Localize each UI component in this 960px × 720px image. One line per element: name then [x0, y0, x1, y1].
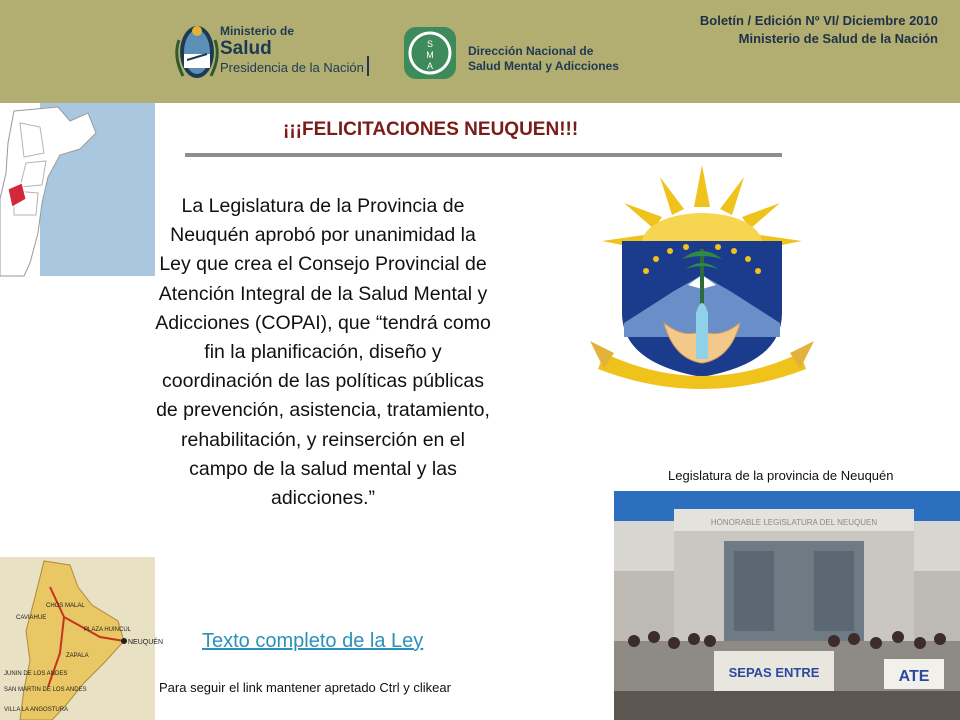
logo-ministerio-line3: Presidencia de la Nación: [220, 60, 364, 75]
argentina-map: [0, 103, 155, 276]
map-label-junin: JUNIN DE LOS ANDES: [4, 671, 68, 677]
neuquen-province-map: [0, 557, 164, 720]
map-label-zapala: ZAPALA: [66, 653, 89, 659]
salud-mental-logo-icon: [404, 27, 456, 79]
svg-text:M: M: [426, 50, 434, 60]
map-label-neuquen: NEUQUÉN: [128, 639, 164, 646]
svg-text:S: S: [426, 39, 434, 49]
neuquen-coat-of-arms-icon: [584, 163, 820, 395]
page-title: ¡¡¡FELICITACIONES NEUQUEN!!!: [283, 119, 579, 140]
logo-direccion-line2: Salud Mental y Adicciones: [468, 59, 619, 73]
boletin-ministry: Ministerio de Salud de la Nación: [738, 31, 938, 46]
photo-caption: Legislatura de la provincia de Neuquén: [668, 468, 894, 483]
logo-divider: [367, 56, 369, 76]
protest-banner-text: SEPAS ENTRE: [728, 665, 820, 680]
map-label-caviahue: CAVIAHUE: [16, 615, 47, 621]
boletin-info: [700, 12, 938, 48]
building-sign-text: HONORABLE LEGISLATURA DEL NEUQUEN: [710, 518, 878, 527]
svg-text:A: A: [426, 61, 434, 71]
map-label-chos-malal: CHOS MALAL: [46, 603, 85, 609]
logo-ministerio-line2: Salud: [220, 38, 272, 59]
header-banner: [0, 0, 960, 103]
boletin-edition: Boletín / Edición Nº VI/ Diciembre 2010: [699, 13, 938, 28]
link-instructions: Para seguir el link mantener apretado Ctrl y clikear: [159, 680, 451, 695]
map-label-plaza-huincul: PLAZA HUINCUL: [84, 627, 132, 633]
map-label-san-martin: SAN MARTIN DE LOS ANDES: [4, 687, 87, 693]
law-description: La Legislatura de la Provincia de Neuquén aprobó por unanimidad la Ley que crea el Consejo Provincial de Atención Integral de la Salud Mental y Adicciones (COPAI), que “tendrá como fin la planificación, diseño y coordinación de las políticas públicas de prevención, asistencia, tratamiento, rehabilitación, y reinserción en el campo de la salud mental y las adicciones.”: [155, 195, 491, 510]
logo-direccion-line1: Dirección Nacional de: [468, 44, 594, 58]
protest-sign-text: ATE: [898, 668, 930, 685]
map-label-villa-la-angostura: VILLA LA ANGOSTURA: [4, 707, 69, 713]
law-full-text-link[interactable]: Texto completo de la Ley: [202, 630, 424, 652]
legislature-photo: [614, 491, 960, 720]
logo-ministerio-line1: Ministerio de: [220, 24, 295, 38]
title-divider: [185, 153, 782, 157]
